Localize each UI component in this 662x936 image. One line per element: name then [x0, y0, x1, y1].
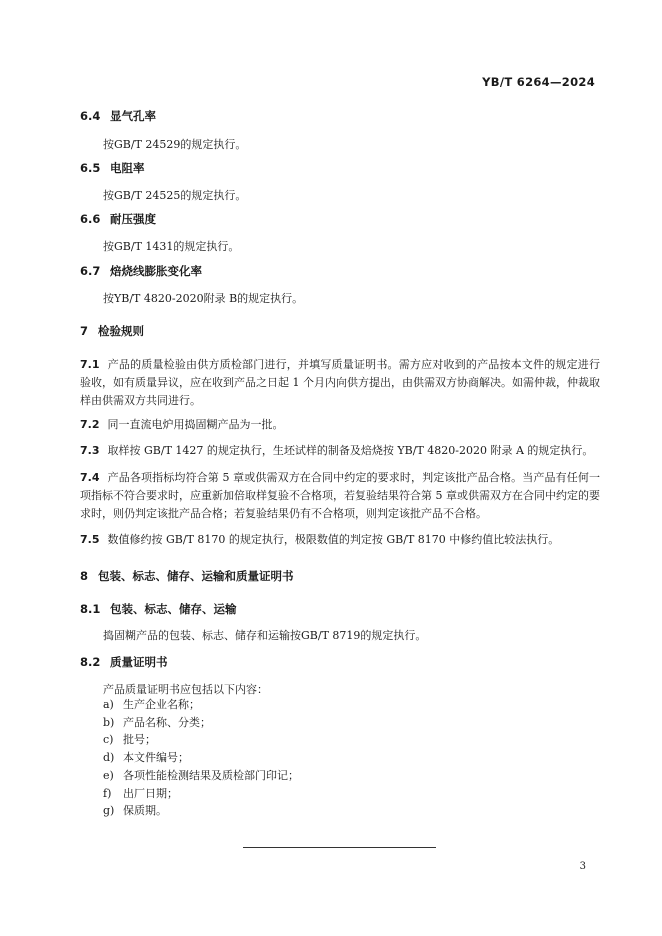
- list-label: a): [103, 698, 114, 711]
- clause-7-3: [80, 442, 600, 460]
- list-item: [103, 767, 299, 785]
- clause-7-1: [80, 356, 600, 410]
- list-label: g): [103, 804, 115, 818]
- section-title: 耐压强度: [110, 212, 156, 226]
- clause-7-2: [80, 416, 600, 434]
- list-item: [103, 714, 299, 732]
- clause-text: 同一直流电炉用捣固糊产品为一批。: [107, 418, 284, 431]
- list-item: [103, 731, 299, 749]
- list-label: c): [103, 733, 114, 747]
- section-text-6-7: 按YB/T 4820-2020附录 B的规定执行。: [103, 292, 304, 305]
- page-number: 3: [579, 861, 586, 872]
- section-number: 6.7: [80, 264, 101, 278]
- list-label: d): [103, 751, 115, 765]
- list-text: 生产企业名称；: [123, 698, 200, 711]
- content-list: [103, 696, 299, 820]
- list-text: 出厂日期；: [123, 786, 178, 800]
- section-number: 8.1: [80, 602, 101, 616]
- section-title: 电阻率: [110, 161, 145, 175]
- section-title: 显气孔率: [110, 109, 156, 123]
- clause-text: 产品的质量检验由供方质检部门进行，并填写质量证明书。需方应对收到的产品按本文件的规定进行验收，如有质量异议，应在收到产品之日起 1 个月内向供方提出，由供需双方协商解决。如需仲裁，仲裁取样由供需双方共同进行。: [80, 358, 600, 407]
- section-title: 焙烧线膨胀变化率: [110, 264, 202, 278]
- list-text: 本文件编号；: [123, 751, 189, 765]
- section-heading-6-4: [80, 108, 156, 124]
- section-number: 6.6: [80, 212, 101, 226]
- end-rule: [243, 847, 436, 848]
- clause-text: 取样按 GB/T 1427 的规定执行，生坯试样的制备及焙烧按 YB/T 4820-2020 附录 A 的规定执行。: [107, 444, 594, 457]
- section-text-8-1: 捣固糊产品的包装、标志、储存和运输按GB/T 8719的规定执行。: [103, 629, 427, 642]
- section-heading-6-7: [80, 263, 202, 279]
- list-label: f): [103, 786, 112, 800]
- section-heading-6-5: [80, 160, 145, 176]
- list-label: e): [103, 768, 114, 782]
- list-text: 各项性能检测结果及质检部门印记；: [123, 768, 299, 782]
- chapter-heading-7: [80, 323, 144, 339]
- clause-number: 7.1: [80, 358, 100, 371]
- list-text: 批号；: [123, 733, 156, 747]
- clause-text: 产品各项指标均符合第 5 章或供需双方在合同中约定的要求时，判定该批产品合格。当产品有任何一项指标不符合要求时，应重新加倍取样复验不合格项，若复验结果符合第 5 章或供需双方在合同中约定的要求时，则仍判定该批产品合格；若复验结果仍有不合格项，则判定该批产品不合格。: [80, 471, 600, 520]
- list-item: [103, 785, 299, 803]
- clause-7-5: [80, 531, 600, 549]
- section-title: 包装、标志、储存、运输: [110, 602, 237, 616]
- chapter-title: 包装、标志、储存、运输和质量证明书: [98, 569, 294, 583]
- clause-text: 数值修约按 GB/T 8170 的规定执行，极限数值的判定按 GB/T 8170 中修约值比较法执行。: [107, 533, 560, 546]
- clause-number: 7.4: [80, 471, 100, 484]
- section-number: 6.4: [80, 109, 101, 123]
- list-item: [103, 802, 299, 820]
- section-text-6-5: 按GB/T 24525的规定执行。: [103, 189, 247, 202]
- section-number: 8.2: [80, 655, 101, 669]
- chapter-title: 检验规则: [98, 324, 144, 338]
- chapter-number: 7: [80, 324, 89, 338]
- list-text: 保质期。: [123, 804, 167, 818]
- section-heading-8-1: [80, 601, 237, 617]
- section-number: 6.5: [80, 161, 101, 175]
- list-label: b): [103, 715, 115, 729]
- section-title: 质量证明书: [110, 655, 168, 669]
- clause-7-4: [80, 469, 600, 523]
- chapter-number: 8: [80, 569, 89, 583]
- clause-number: 7.5: [80, 533, 100, 546]
- section-heading-6-6: [80, 211, 156, 227]
- list-text: 产品名称、分类；: [123, 715, 211, 729]
- section-text-6-6: 按GB/T 1431的规定执行。: [103, 240, 240, 253]
- list-item: [103, 749, 299, 767]
- clause-number: 7.3: [80, 444, 100, 457]
- document-code: YB/T 6264—2024: [482, 75, 595, 89]
- section-heading-8-2: [80, 654, 168, 670]
- chapter-heading-8: [80, 568, 294, 584]
- clause-number: 7.2: [80, 418, 100, 431]
- section-intro-8-2: 产品质量证明书应包括以下内容：: [103, 683, 268, 696]
- list-item: [103, 696, 299, 714]
- section-text-6-4: 按GB/T 24529的规定执行。: [103, 138, 247, 151]
